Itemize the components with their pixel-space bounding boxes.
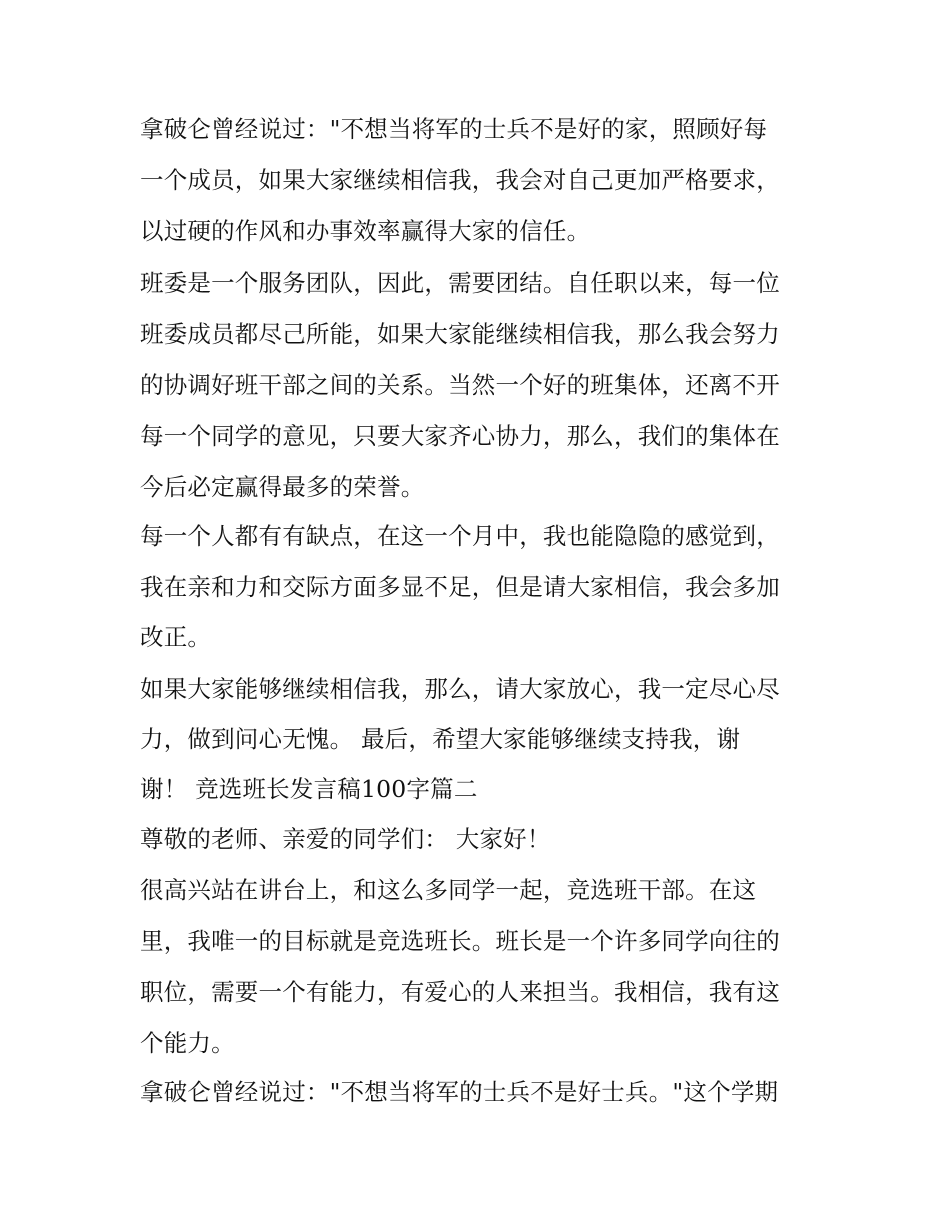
text-line: 每一个同学的意见，只要大家齐心协力，那么，我们的集体在 xyxy=(140,422,780,450)
text-line: 力，做到问心无愧。 最后，希望大家能够继续支持我，谢 xyxy=(140,725,741,753)
text-line: 以过硬的作风和办事效率赢得大家的信任。 xyxy=(140,217,591,245)
text-line: 的协调好班干部之间的关系。当然一个好的班集体，还离不开 xyxy=(140,371,780,399)
text-line: 一个成员，如果大家继续相信我，我会对自己更加严格要求， xyxy=(140,166,780,194)
text-line: 谢！ 竞选班长发言稿100字篇二 xyxy=(140,775,478,803)
text-line: 今后必定赢得最多的荣誉。 xyxy=(140,473,425,501)
text-line: 职位，需要一个有能力，有爱心的人来担当。我相信，我有这 xyxy=(140,978,780,1006)
text-line: 里，我唯一的目标就是竞选班长。班长是一个许多同学向往的 xyxy=(140,927,780,955)
text-line: 如果大家能够继续相信我，那么，请大家放心，我一定尽心尽 xyxy=(140,675,780,703)
text-line: 班委是一个服务团队，因此，需要团结。自任职以来，每一位 xyxy=(140,269,780,297)
text-line: 拿破仑曾经说过："不想当将军的士兵不是好的家，照顾好每 xyxy=(140,115,768,143)
text-line: 个能力。 xyxy=(140,1029,235,1057)
text-line: 每一个人都有有缺点，在这一个月中，我也能隐隐的感觉到， xyxy=(140,522,780,550)
text-line: 拿破仑曾经说过："不想当将军的士兵不是好士兵。"这个学期 xyxy=(140,1078,779,1106)
text-line: 改正。 xyxy=(140,623,212,651)
text-line: 我在亲和力和交际方面多显不足，但是请大家相信，我会多加 xyxy=(140,573,780,601)
text-line: 尊敬的老师、亲爱的同学们： 大家好！ xyxy=(140,825,551,853)
text-line: 很高兴站在讲台上，和这么多同学一起，竞选班干部。在这 xyxy=(140,876,757,904)
text-line: 班委成员都尽己所能，如果大家能继续相信我，那么我会努力 xyxy=(140,320,780,348)
